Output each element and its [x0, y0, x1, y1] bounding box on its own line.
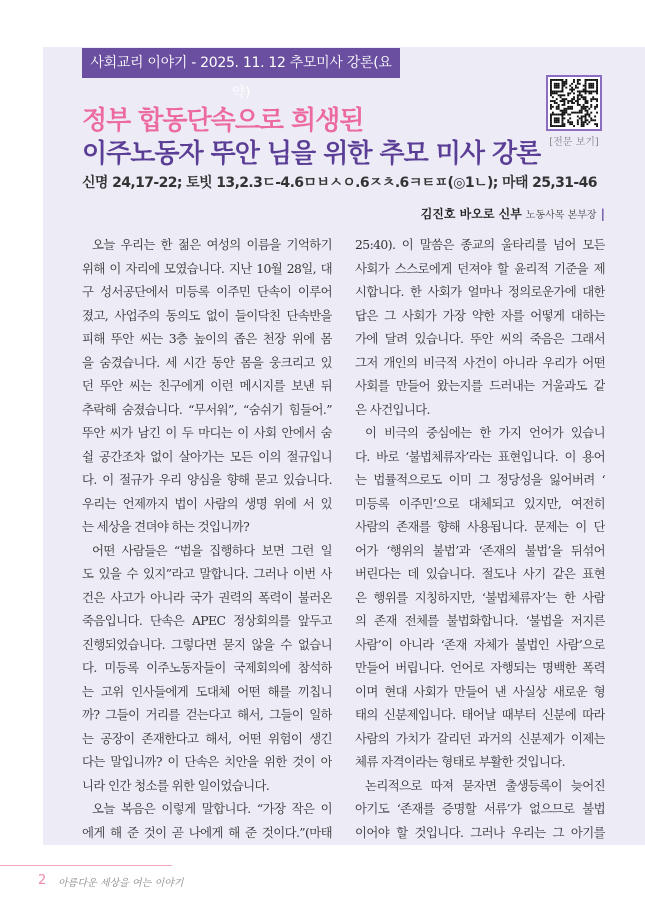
- text-line: 사회가 스스로에게 던져야 할 윤리적 기준을 제: [355, 260, 605, 276]
- text-line: 추락해 숨졌습니다. “무서워”, “숨쉬기 힘들어.”: [82, 401, 332, 417]
- text-line: 니라 인간 청소를 위한 일이었습니다.: [82, 777, 270, 793]
- text-line: 는 공장이 존재한다고 해서, 어떤 위험이 생긴: [82, 730, 332, 746]
- text-line: 죽음입니다. 단속은 APEC 정상회의를 앞두고: [82, 613, 332, 628]
- section-header: 사회교리 이야기 - 2025. 11. 12 추모미사 강론(요약): [82, 48, 400, 78]
- text-line: 사람의 가치가 갈리던 과거의 신분제가 이제는: [355, 730, 605, 746]
- text-line: 다. 이 절규가 우리 양심을 향해 묻고 있습니다.: [82, 472, 332, 487]
- paragraph: [82, 233, 332, 539]
- footer-divider: [0, 865, 172, 866]
- paragraph: [82, 797, 332, 844]
- text-line: 이며 현대 사회가 만들어 낸 사실상 새로운 형: [355, 683, 605, 699]
- text-line: 을 숨겼습니다. 세 시간 동안 몸을 웅크리고 있: [82, 354, 332, 370]
- text-line: 다. 미등록 이주노동자들이 국제회의에 참석하: [82, 660, 332, 675]
- text-line: 오늘 복음은 이렇게 말합니다. “가장 작은 이: [92, 801, 332, 816]
- text-line: 사회를 만들어 왔는지를 드러내는 거울과도 같: [355, 378, 605, 393]
- text-line: 이 비극의 중심에는 한 가지 언어가 있습니: [365, 425, 605, 440]
- text-line: 위해 이 자리에 모였습니다. 지난 10월 28일, 대: [82, 260, 332, 276]
- text-line: 25:40). 이 말씀은 종교의 울타리를 넘어 모든: [355, 237, 605, 252]
- text-line: 는 고위 인사들에게 도대체 어떤 해를 끼칩니: [82, 683, 332, 699]
- author-name: 김진호 바오로 신부: [420, 207, 522, 221]
- byline-divider: |: [600, 207, 605, 221]
- text-line: 는 세상을 견뎌야 하는 것입니까?: [82, 519, 250, 534]
- text-line: 뚜안 씨가 남긴 이 두 마디는 이 사회 안에서 숨: [82, 425, 332, 440]
- text-line: 도 있을 수 있지”라고 말합니다. 그러나 이번 사: [82, 566, 332, 581]
- text-line: 은 행위를 지칭하지만, ‘불법체류자’는 한 사람: [355, 589, 605, 605]
- author-role: 노동사목 본부장: [525, 210, 597, 221]
- text-line: 쉴 공간조차 없이 살아가는 모든 이의 절규입니: [82, 448, 332, 464]
- paragraph: [355, 774, 605, 845]
- author-byline: [421, 205, 605, 222]
- qr-label: [전문 보기]: [549, 137, 599, 148]
- paragraph: [82, 539, 332, 798]
- text-line: 체류 자격이라는 형태로 부활한 것입니다.: [355, 754, 565, 769]
- scripture-citation: 신명 24,17-22; 토빗 13,2.3ㄷ-4.6ㅁㅂㅅㅇ.6ㅈㅊ.6ㅋㅌㅍ(◎1ㄴ); 마태 25,31-46: [82, 175, 597, 191]
- text-column-left: [82, 233, 332, 844]
- text-line: 태의 신분제입니다. 태어날 때부터 신분에 따라: [355, 707, 605, 722]
- text-line: 졌고, 사업주의 동의도 없이 들이닥친 단속반을: [82, 307, 332, 323]
- text-line: 는 법률적으로도 이미 그 정당성을 잃어버려 ‘: [355, 472, 605, 487]
- text-line: 버린다는 데 있습니다. 절도나 사기 같은 표현: [355, 566, 605, 581]
- text-line: 다. 바로 ‘불법체류자’라는 표현입니다. 이 용어: [355, 448, 605, 464]
- text-line: 진행되었습니다. 그렇다면 묻지 않을 수 없습니: [82, 636, 332, 652]
- text-line: 가에 달려 있습니다. 뚜안 씨의 죽음은 그래서: [355, 331, 605, 346]
- qr-code-icon: [550, 79, 598, 127]
- text-line: 그저 개인의 비극적 사건이 아니라 우리가 어떤: [355, 354, 605, 370]
- text-line: 까? 그들이 거리를 걷는다고 해서, 그들이 일하: [82, 707, 332, 722]
- text-line: 논리적으로 따져 묻자면 출생등록이 늦어진: [365, 777, 605, 793]
- text-line: 던 뚜안 씨는 친구에게 이런 메시지를 보낸 뒤: [82, 378, 332, 393]
- text-line: 은 사건입니다.: [355, 401, 430, 417]
- text-line: 우리는 언제까지 법이 사람의 생명 위에 서 있: [82, 495, 332, 511]
- qr-code[interactable]: [546, 75, 602, 131]
- text-line: 미등록 이주민’으로 대체되고 있지만, 여전히: [355, 495, 605, 511]
- title-line-1: 정부 합동단속으로 희생된: [82, 106, 364, 136]
- page-number: 2: [38, 873, 47, 888]
- magazine-title: 아름다운 세상을 여는 이야기: [58, 878, 184, 889]
- text-line: 피해 뚜안 씨는 3층 높이의 좁은 천장 위에 몸: [82, 331, 332, 346]
- text-line: 다는 말입니까? 이 단속은 치안을 위한 것이 아: [82, 754, 332, 769]
- text-line: 시합니다. 한 사회가 얼마나 정의로운가에 대한: [355, 284, 605, 299]
- title-line-2: 이주노동자 뚜안 님을 위한 추모 미사 강론: [82, 139, 541, 169]
- text-column-right: [355, 233, 605, 844]
- text-line: 답은 그 사회가 가장 약한 자를 어떻게 대하는: [355, 307, 605, 323]
- paragraph: [355, 233, 605, 421]
- paragraph: [355, 421, 605, 774]
- text-line: 이어야 할 것입니다. 그러나 우리는 그 아기를: [355, 824, 605, 840]
- text-line: 에게 해 준 것이 곧 나에게 해 준 것이다.”(마태: [82, 824, 332, 840]
- text-line: 아기도 ‘존재를 증명할 서류’가 없으므로 불법: [355, 801, 605, 816]
- text-line: 구 성서공단에서 미등록 이주민 단속이 이루어: [82, 284, 332, 299]
- text-line: 건은 사고가 아니라 국가 권력의 폭력이 불러온: [82, 589, 332, 605]
- text-line: 어가 ‘행위의 불법’과 ‘존재의 불법’을 뒤섞어: [355, 542, 605, 558]
- text-line: 사람의 존재를 향해 사용됩니다. 문제는 이 단: [355, 519, 605, 534]
- text-line: 사람’이 아니라 ‘존재 자체가 불법인 사람’으로: [355, 636, 605, 652]
- text-line: 오늘 우리는 한 젊은 여성의 이름을 기억하기: [92, 237, 332, 252]
- text-line: 어떤 사람들은 “법을 집행하다 보면 그런 일: [92, 542, 332, 558]
- text-line: 만들어 버립니다. 언어로 자행되는 명백한 폭력: [355, 660, 605, 675]
- text-line: 의 존재 전체를 불법화합니다. ‘불법을 저지른: [355, 613, 605, 628]
